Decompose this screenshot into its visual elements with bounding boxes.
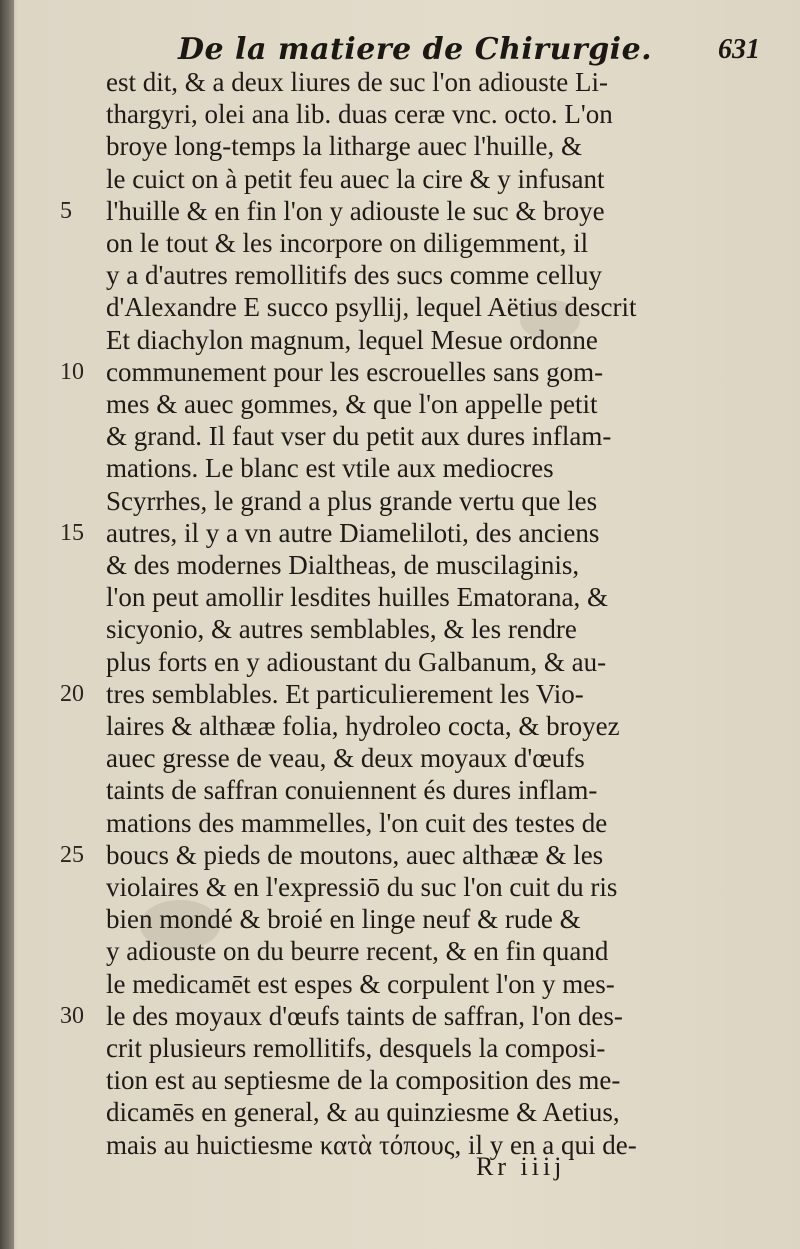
text-line: crit plusieurs remollitifs, desquels la composi- bbox=[106, 1033, 606, 1063]
text-line: le des moyaux d'œufs taints de saffran, l'on des- bbox=[106, 1000, 623, 1031]
text-line: le medicamēt est espes & corpulent l'on y mes- bbox=[106, 968, 615, 999]
text-line: mais au huictiesme κατὰ τόπους, il y en a qui de- bbox=[106, 1129, 637, 1160]
text-line: on le tout & les incorpore on diligemment, il bbox=[106, 228, 589, 258]
text-line: l'huille & en fin l'on y adiouste le suc & broye bbox=[106, 195, 605, 226]
running-title: De la matiere de Chirurgie. bbox=[178, 32, 653, 67]
text-line: communement pour les escrouelles sans gom- bbox=[106, 356, 604, 387]
text-line: tres semblables. Et particulierement les Vio- bbox=[106, 678, 584, 709]
text-line: & grand. Il faut vser du petit aux dures inflam- bbox=[106, 421, 612, 452]
signature-mark: Rr iiij bbox=[476, 1152, 566, 1181]
text-line: y adiouste on du beurre recent, & en fin quand bbox=[106, 936, 609, 967]
text-line: thargyri, olei ana lib. duas ceræ vnc. octo. L'on bbox=[106, 99, 613, 130]
line-number-marker: 20 bbox=[60, 680, 84, 707]
line-number-marker: 5 bbox=[60, 197, 72, 224]
text-line: mes & auec gommes, & que l'on appelle petit bbox=[106, 389, 598, 419]
text-line: laires & althææ folia, hydroleo cocta, & broyez bbox=[106, 711, 620, 741]
text-line: l'on peut amollir lesdites huilles Ematorana, & bbox=[106, 582, 609, 613]
text-line: violaires & en l'expressiō du suc l'on cuit du ris bbox=[106, 872, 618, 902]
line-number-marker: 25 bbox=[60, 841, 84, 868]
text-line: d'Alexandre E succo psyllij, lequel Aëtius descrit bbox=[106, 292, 637, 323]
text-line: autres, il y a vn autre Diameliloti, des anciens bbox=[106, 517, 600, 548]
text-line: Scyrrhes, le grand a plus grande vertu que les bbox=[106, 485, 598, 516]
text-line: Et diachylon magnum, lequel Mesue ordonne bbox=[106, 324, 598, 355]
text-line: tion est au septiesme de la composition des me- bbox=[106, 1065, 621, 1096]
text-line: taints de saffran conuiennent és dures inflam- bbox=[106, 775, 598, 806]
text-line: mations. Le blanc est vtile aux mediocres bbox=[106, 453, 554, 484]
text-line: le cuict on à petit feu auec la cire & y infusant bbox=[106, 163, 605, 194]
text-line: & des modernes Dialtheas, de muscilaginis, bbox=[106, 550, 580, 580]
text-line: auec gresse de veau, & deux moyaux d'œufs bbox=[106, 743, 585, 774]
book-gutter bbox=[0, 0, 14, 1249]
text-line: est dit, & a deux liures de suc l'on adiouste Li- bbox=[106, 67, 609, 97]
text-line: dicamēs en general, & au quinziesme & Aetius, bbox=[106, 1097, 620, 1128]
page-number: 631 bbox=[718, 34, 760, 65]
line-number-marker: 15 bbox=[60, 519, 84, 546]
text-line: mations des mammelles, l'on cuit des testes de bbox=[106, 807, 608, 838]
line-number-marker: 30 bbox=[60, 1002, 84, 1029]
text-line: plus forts en y adioustant du Galbanum, & au- bbox=[106, 646, 607, 677]
text-line: y a d'autres remollitifs des sucs comme celluy bbox=[106, 260, 602, 291]
text-line: broye long-temps la litharge auec l'huille, & bbox=[106, 131, 582, 162]
text-line: sicyonio, & autres semblables, & les rendre bbox=[106, 614, 577, 645]
line-number-marker: 10 bbox=[60, 358, 84, 385]
text-line: bien mondé & broié en linge neuf & rude & bbox=[106, 904, 581, 935]
text-line: boucs & pieds de moutons, auec althææ & les bbox=[106, 839, 604, 870]
